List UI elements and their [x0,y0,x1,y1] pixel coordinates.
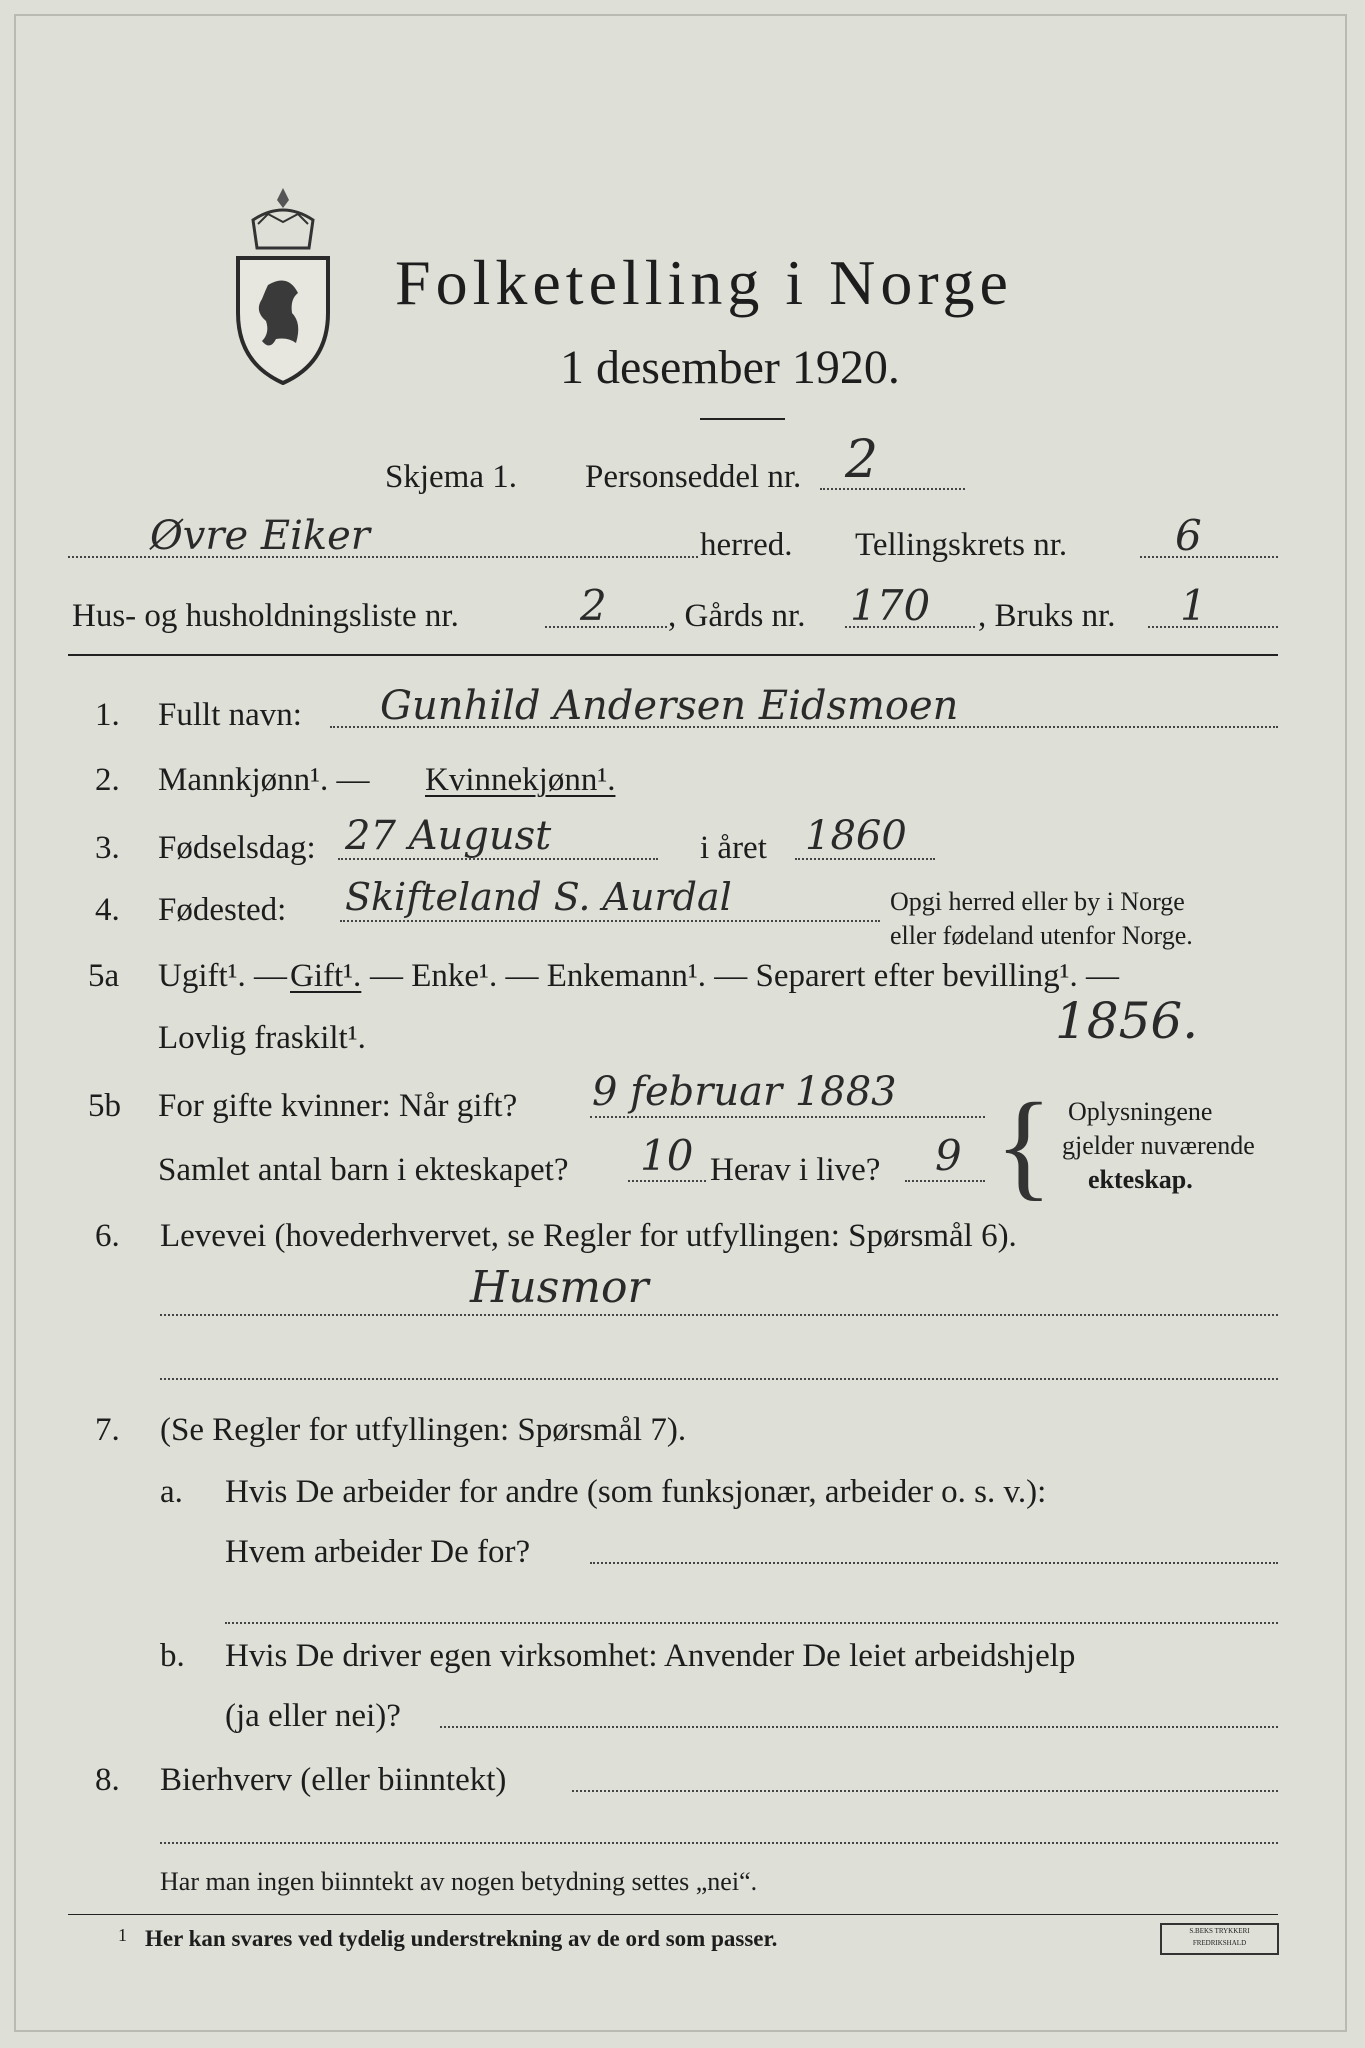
hus-label: Hus- og husholdningsliste nr. [72,598,459,634]
q5a-handwritten-year: 1856. [1055,992,1199,1050]
q3-year-label: i året [700,830,767,866]
q2-female-underlined: Kvinnekjønn¹. [425,762,616,798]
q3-value: 27 August [345,813,552,859]
q5b-note-line2: gjelder nuværende [1062,1131,1255,1160]
q4-label: Fødested: [158,892,287,928]
q7a-label-line2: Hvem arbeider De for? [225,1534,531,1570]
q7b-line [440,1726,1278,1728]
q5b-label: For gifte kvinner: Når gift? [158,1088,518,1124]
q8-note: Har man ingen biinntekt av nogen betydning settes „nei“. [160,1867,758,1896]
footnote-divider [68,1914,1278,1915]
q5b-note-line1: Oplysningene [1068,1097,1213,1126]
q5b-children-label: Samlet antal barn i ekteskapet? [158,1152,569,1188]
tellingskrets-label: Tellingskrets nr. [855,527,1068,563]
q4-note-line1: Opgi herred eller by i Norge [890,887,1185,916]
census-date: 1 desember 1920. [560,341,900,394]
q8-label: Bierhverv (eller biinntekt) [160,1762,507,1798]
q7b-label: Hvis De driver egen virksomhet: Anvender De leiet arbeidshjelp [225,1638,1076,1674]
q4-number: 4. [95,892,120,928]
q2-male: Mannkjønn¹. — [158,762,370,798]
herred-label: herred. [700,527,793,563]
gards-value: 170 [850,581,931,630]
title-divider [700,418,785,420]
q3-label: Fødselsdag: [158,830,316,866]
header-divider [68,654,1278,656]
q5b-line [590,1116,985,1118]
q7a-line2 [225,1622,1278,1624]
printer-stamp: S.BEKS TRYKKERI FREDRIKSHALD [1160,1923,1279,1955]
tellingskrets-line [1140,556,1278,558]
q5b-value: 9 februar 1883 [592,1069,897,1115]
q7b-label-line2: (ja eller nei)? [225,1698,401,1734]
personseddel-label: Personseddel nr. [585,459,802,495]
q6-label: Levevei (hovederhvervet, se Regler for utfyllingen: Spørsmål 6). [160,1218,1017,1254]
bruks-line [1148,626,1278,628]
q7-number: 7. [95,1412,120,1448]
bruks-value: 1 [1180,581,1207,630]
bruks-label: , Bruks nr. [978,598,1116,634]
q5a-number: 5a [88,958,120,994]
schema-label: Skjema 1. [385,459,517,495]
footnote-mark: 1 [118,1925,127,1945]
q5b-alive-line [905,1180,985,1182]
q8-line2 [160,1842,1278,1844]
q5b-note-line3: ekteskap. [1088,1165,1193,1194]
personseddel-value: 2 [845,430,879,490]
gards-label: , Gårds nr. [668,598,806,634]
q3-number: 3. [95,830,120,866]
norway-coat-of-arms [228,180,338,385]
personseddel-line [820,488,965,490]
q5b-alive-label: Herav i live? [710,1152,881,1188]
q5a-gift-underlined: Gift¹. [290,958,362,994]
q8-line1 [572,1790,1278,1792]
q7a-number: a. [160,1474,183,1510]
q7a-label: Hvis De arbeider for andre (som funksjonær, arbeider o. s. v.): [225,1474,1047,1510]
herred-value: Øvre Eiker [150,513,370,559]
q7b-number: b. [160,1638,185,1674]
q5a-ugift: Ugift¹. — [158,958,288,994]
q5b-brace: { [995,1078,1053,1211]
q3-year-value: 1860 [805,813,907,859]
q6-line2 [160,1378,1278,1380]
footnote-text: Her kan svares ved tydelig understrekning av de ord som passer. [145,1926,778,1951]
q1-value: Gunhild Andersen Eidsmoen [380,683,959,729]
form-title: Folketelling i Norge [395,247,1013,318]
q6-number: 6. [95,1218,120,1254]
q5b-alive-value: 9 [935,1131,962,1180]
hus-value: 2 [580,581,607,630]
q7-label: (Se Regler for utfyllingen: Spørsmål 7). [160,1412,687,1448]
q6-value: Husmor [470,1262,649,1313]
q5b-children-line [628,1180,706,1182]
q2-number: 2. [95,762,120,798]
q1-label: Fullt navn: [158,697,302,733]
q7a-line1 [590,1562,1278,1564]
q5b-children-value: 10 [640,1131,694,1180]
q5a-fraskilt: Lovlig fraskilt¹. [158,1020,366,1056]
q1-number: 1. [95,697,120,733]
q8-number: 8. [95,1762,120,1798]
q5a-other-options: — Enke¹. — Enkemann¹. — Separert efter bevilling¹. — [370,958,1120,994]
q4-note-line2: eller fødeland utenfor Norge. [890,921,1193,950]
q5b-number: 5b [88,1088,121,1124]
q6-line1 [160,1314,1278,1316]
tellingskrets-value: 6 [1175,511,1202,560]
q4-value: Skifteland S. Aurdal [345,875,732,919]
